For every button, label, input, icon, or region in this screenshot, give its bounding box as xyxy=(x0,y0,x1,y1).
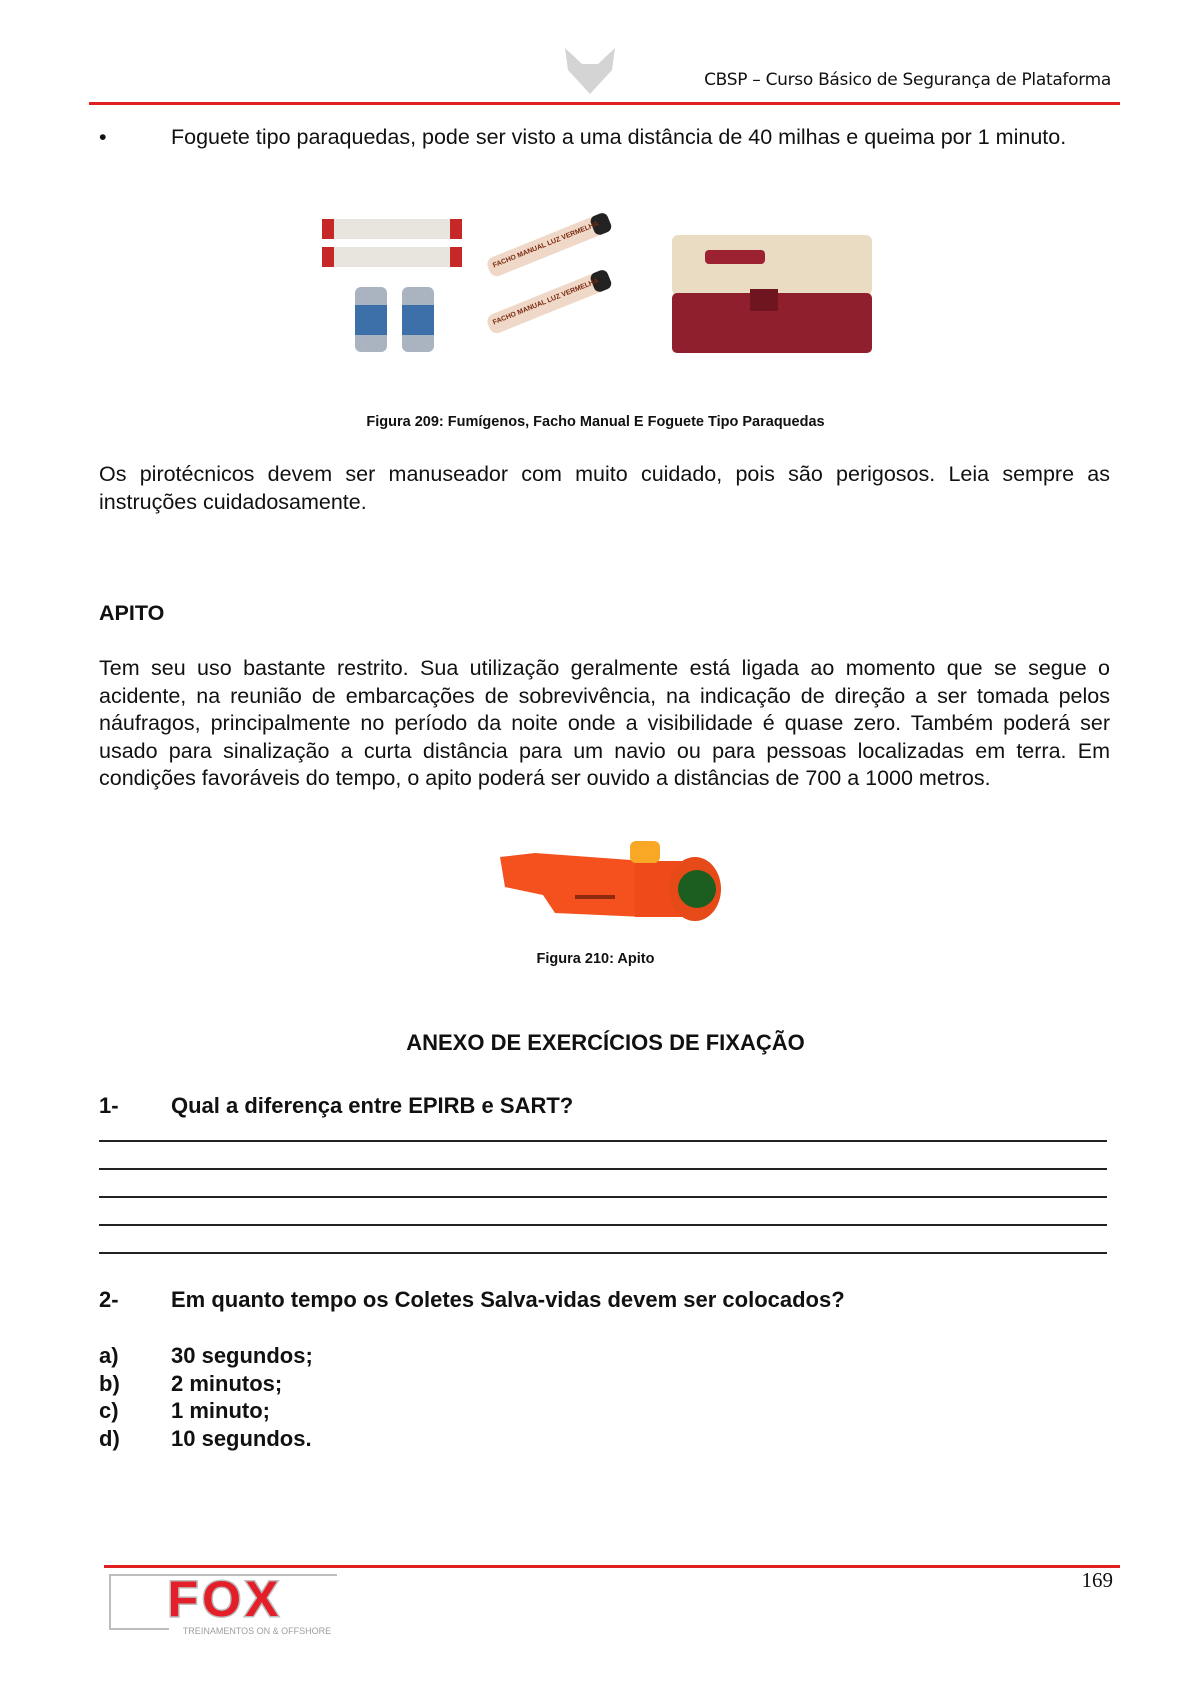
option-text: 2 minutos; xyxy=(171,1371,283,1396)
question-number: 1- xyxy=(99,1093,119,1118)
question-text: Em quanto tempo os Coletes Salva-vidas devem ser colocados? xyxy=(171,1287,845,1312)
option-text: 10 segundos. xyxy=(171,1426,312,1451)
answer-line xyxy=(99,1252,1107,1254)
question-text: Qual a diferença entre EPIRB e SART? xyxy=(171,1093,574,1118)
option-c xyxy=(99,1397,270,1425)
exercises-title: ANEXO DE EXERCÍCIOS DE FIXAÇÃO xyxy=(406,1030,805,1055)
option-text: 30 segundos; xyxy=(171,1343,313,1368)
figure-209-caption: Figura 209: Fumígenos, Facho Manual E Foguete Tipo Paraquedas xyxy=(366,414,825,430)
question-number: 2- xyxy=(99,1287,119,1312)
fox-logo-icon xyxy=(107,1572,343,1636)
figure-209-image xyxy=(320,205,880,370)
footer-divider xyxy=(104,1565,1120,1568)
figure-210-caption: Figura 210: Apito xyxy=(536,951,655,967)
paragraph-pyrotechnics: Os pirotécnicos devem ser manuseador com muito cuidado, pois são perigosos. Leia sempre as instruções cuidadosamente. xyxy=(99,462,1110,514)
question-1 xyxy=(99,1093,573,1119)
question-2 xyxy=(99,1287,845,1313)
section-heading: APITO xyxy=(99,601,165,625)
bullet-symbol: • xyxy=(99,125,107,149)
header-divider xyxy=(89,102,1120,105)
fox-logo xyxy=(107,1572,343,1636)
option-d xyxy=(99,1425,312,1453)
figure-210-image xyxy=(495,835,725,936)
option-b xyxy=(99,1370,282,1398)
page-number: 169 xyxy=(1081,1568,1113,1592)
whistle-illustration xyxy=(495,835,725,931)
fox-watermark-icon xyxy=(560,48,620,94)
option-letter: c) xyxy=(99,1398,119,1423)
flare-label: FACHO MANUAL LUZ VERMELHA xyxy=(492,277,600,327)
flare-label: FACHO MANUAL LUZ VERMELHA xyxy=(492,220,600,270)
svg-text:FOX: FOX xyxy=(167,1572,283,1627)
answer-line xyxy=(99,1196,1107,1198)
option-a xyxy=(99,1342,313,1370)
section-paragraph: Tem seu uso bastante restrito. Sua utilização geralmente está ligada ao momento que se segue o acidente, na reunião de embarcações de sobrevivência, na indicação de direção a ser tomada pelos náufragos, principalmente no período da noite onde a visibilidade é quase zero. Também poderá ser usado para sinalização a curta distância para um navio ou para pessoas localizadas em terra. Em condições favoráveis do tempo, o apito poderá ser ouvido a distâncias de 700 a 1000 metros. xyxy=(99,656,1110,790)
header-title: CBSP – Curso Básico de Segurança de Plataforma xyxy=(704,70,1111,90)
option-text: 1 minuto; xyxy=(171,1398,270,1423)
option-letter: b) xyxy=(99,1371,120,1396)
bullet-text: Foguete tipo paraquedas, pode ser visto a uma distância de 40 milhas e queima por 1 minuto. xyxy=(171,125,1067,149)
answer-line xyxy=(99,1140,1107,1142)
option-letter: a) xyxy=(99,1343,119,1368)
bullet-item xyxy=(99,124,1110,152)
answer-line xyxy=(99,1224,1107,1226)
pyrotechnics-illustration xyxy=(320,205,880,370)
svg-text:TREINAMENTOS ON & OFFSHORE: TREINAMENTOS ON & OFFSHORE xyxy=(182,1626,332,1636)
option-letter: d) xyxy=(99,1426,120,1451)
answer-line xyxy=(99,1168,1107,1170)
